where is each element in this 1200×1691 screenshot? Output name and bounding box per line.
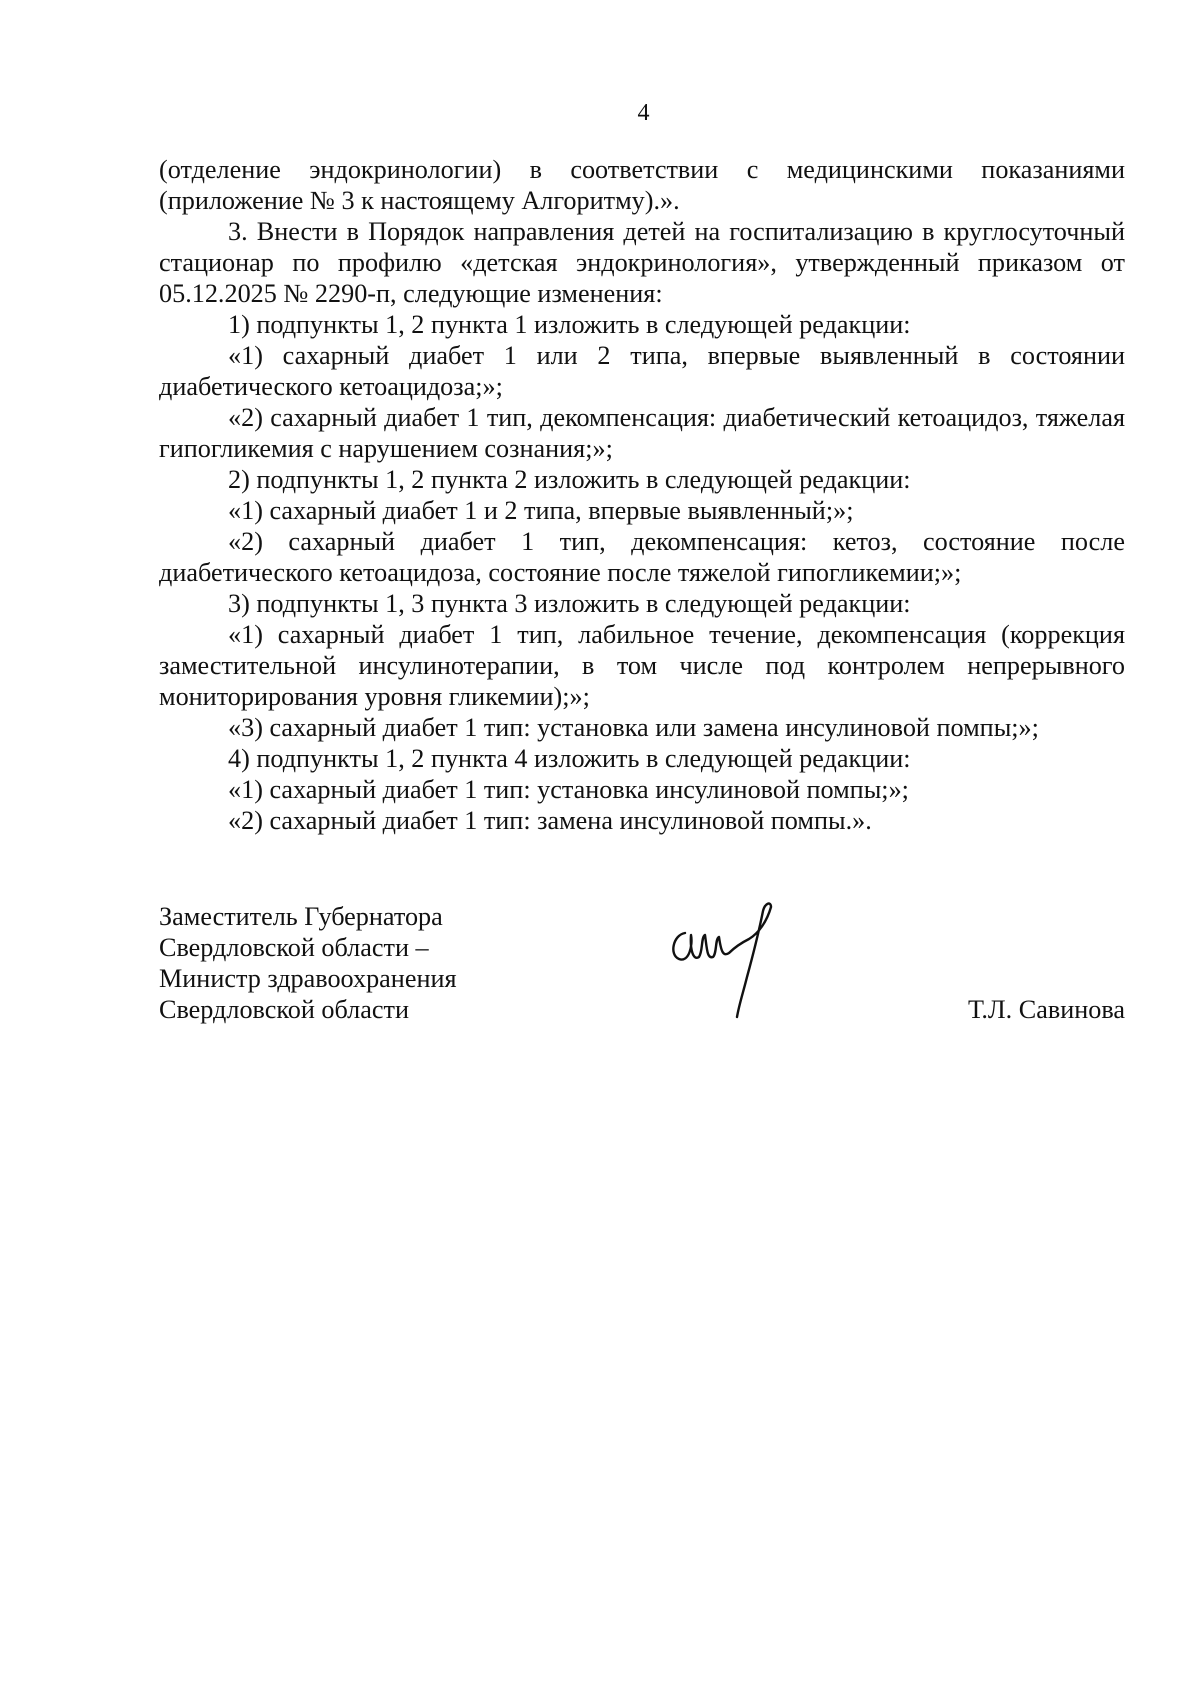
paragraph: 3) подпункты 1, 3 пункта 3 изложить в следующей редакции: bbox=[228, 589, 911, 618]
paragraph: «1) сахарный диабет 1 тип: установка инсулиновой помпы;»; bbox=[228, 775, 909, 804]
paragraph: «2) сахарный диабет 1 тип, декомпенсация: кетоз, состояние после диабетического кетоацидоза, состояние после тяжелой гипогликемии;»; bbox=[159, 527, 1125, 587]
paragraph: «1) сахарный диабет 1 тип, лабильное течение, декомпенсация (коррекция заместительной инсулинотерапии, в том числе под контролем непрерывного мониторирования уровня гликемии);»; bbox=[159, 620, 1125, 711]
document-body bbox=[159, 154, 1125, 836]
paragraph: (отделение эндокринологии) в соответствии с медицинскими показаниями (приложение № 3 к настоящему Алгоритму).». bbox=[159, 155, 1125, 215]
paragraph: «2) сахарный диабет 1 тип, декомпенсация: диабетический кетоацидоз, тяжелая гипогликемия с нарушением сознания;»; bbox=[159, 403, 1125, 463]
paragraph: «2) сахарный диабет 1 тип: замена инсулиновой помпы.». bbox=[228, 806, 872, 835]
page-number: 4 bbox=[637, 100, 650, 126]
signer-position-line: Свердловской области – bbox=[159, 933, 429, 962]
paragraph: «1) сахарный диабет 1 и 2 типа, впервые выявленный;»; bbox=[228, 496, 854, 525]
handwritten-signature bbox=[663, 893, 813, 1023]
paragraph: 1) подпункты 1, 2 пункта 1 изложить в следующей редакции: bbox=[228, 310, 911, 339]
paragraph: 2) подпункты 1, 2 пункта 2 изложить в следующей редакции: bbox=[228, 465, 911, 494]
paragraph: «1) сахарный диабет 1 или 2 типа, впервые выявленный в состоянии диабетического кетоацидоза;»; bbox=[159, 341, 1125, 401]
paragraph: 3. Внести в Порядок направления детей на госпитализацию в круглосуточный стационар по профилю «детская эндокринология», утвержденный приказом от 05.12.2025 № 2290-п, следующие изменения: bbox=[159, 217, 1125, 308]
signer-position-line: Свердловской области bbox=[159, 995, 409, 1024]
paragraph: «3) сахарный диабет 1 тип: установка или замена инсулиновой помпы;»; bbox=[228, 713, 1039, 742]
signer-position-line: Министр здравоохранения bbox=[159, 964, 457, 993]
signature-block bbox=[159, 901, 1125, 1025]
signer-position-line: Заместитель Губернатора bbox=[159, 902, 443, 931]
paragraph: 4) подпункты 1, 2 пункта 4 изложить в следующей редакции: bbox=[228, 744, 911, 773]
signer-name: Т.Л. Савинова bbox=[968, 995, 1125, 1024]
